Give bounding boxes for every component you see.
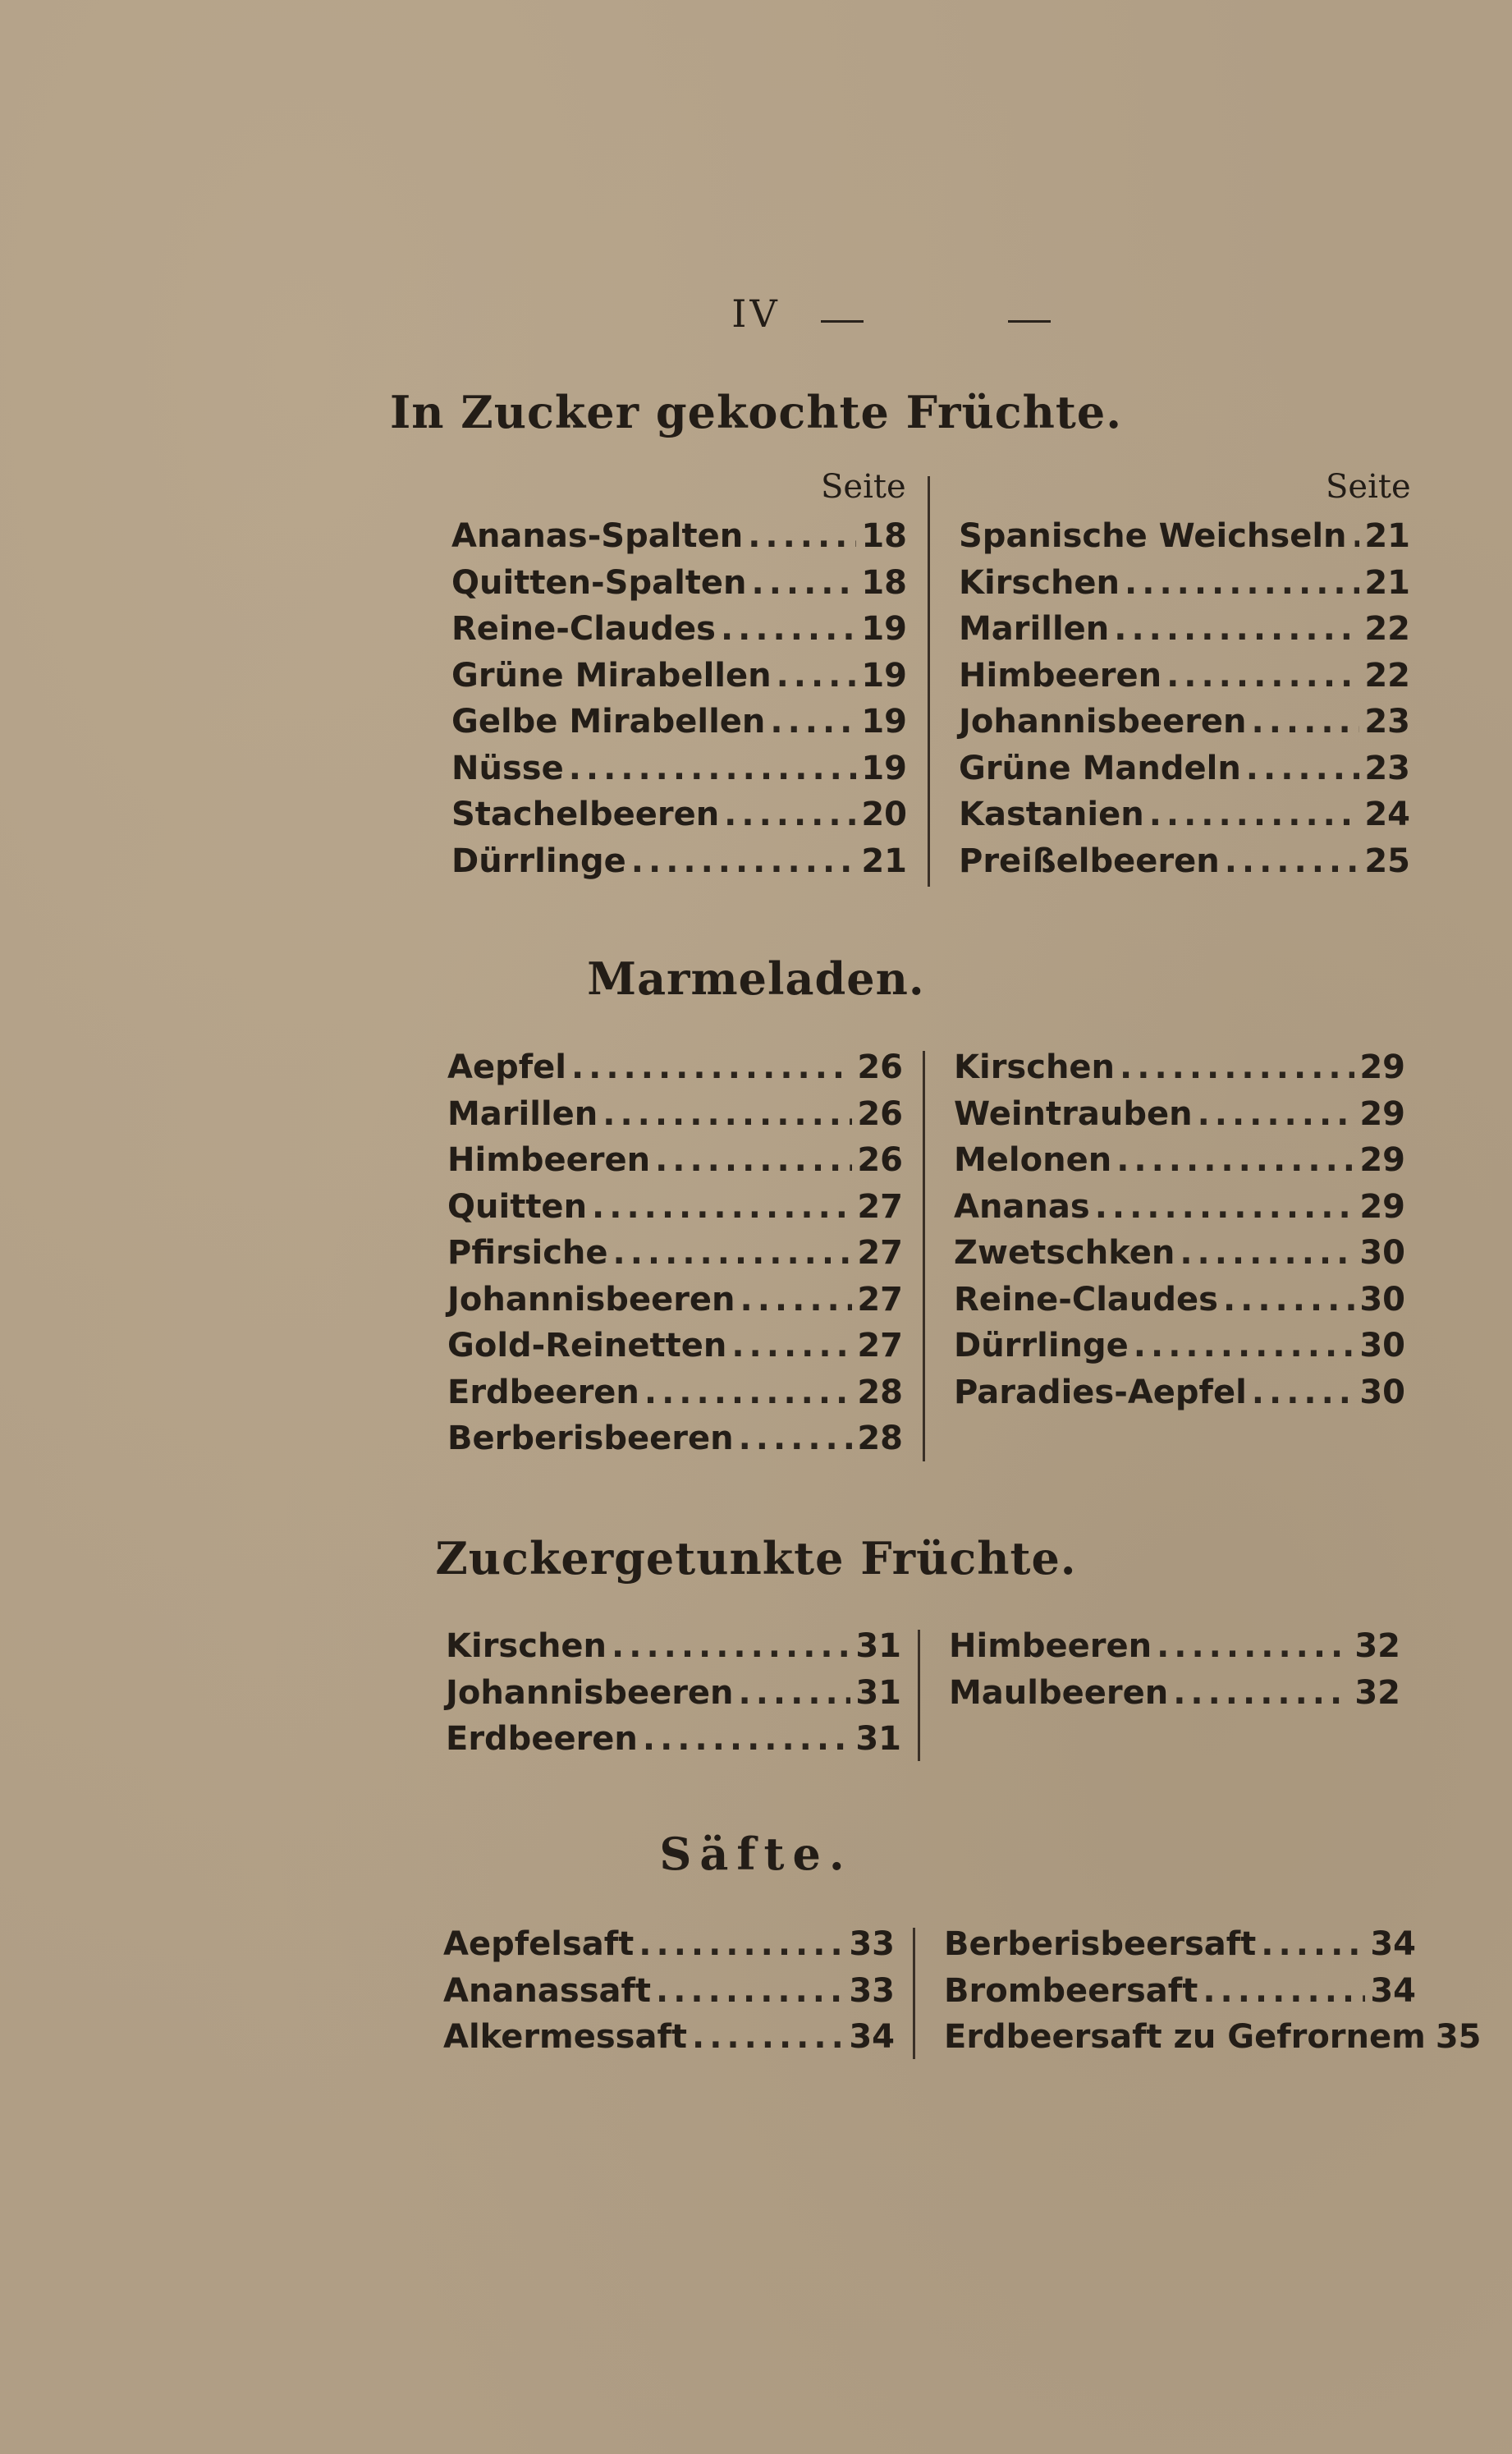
toc-entry <box>959 560 1410 607</box>
entry-name: Grüne Mirabellen <box>451 656 772 695</box>
entry-page: 25 <box>1364 842 1410 880</box>
leader-dots <box>1252 1369 1355 1416</box>
leader-dots <box>739 1670 851 1717</box>
toc-entry <box>959 513 1410 560</box>
toc-entry <box>451 745 907 792</box>
column-divider <box>923 1051 925 1461</box>
entry-page: 20 <box>861 796 907 833</box>
entry-name: Kastanien <box>959 796 1144 833</box>
entry-name: Preißelbeeren <box>959 842 1220 880</box>
entry-page: 32 <box>1354 1627 1400 1665</box>
toc-entry <box>959 791 1410 838</box>
leader-dots <box>1173 1670 1349 1717</box>
leader-dots <box>1134 1323 1355 1369</box>
toc-entry <box>443 1921 895 1968</box>
leader-dots <box>777 653 857 700</box>
entry-page: 31 <box>855 1673 901 1712</box>
leader-dots <box>1149 791 1360 838</box>
entry-page: 22 <box>1364 656 1410 695</box>
leader-dots <box>748 513 856 560</box>
entry-name: Erdbeeren <box>446 1720 638 1758</box>
section-title-zucker-gekochte: In Zucker gekochte Früchte. <box>389 386 1123 438</box>
toc-entry <box>959 606 1410 653</box>
toc-entry <box>451 838 907 885</box>
toc-entry <box>443 1968 895 2015</box>
toc-column-left <box>447 1044 903 1462</box>
leader-dots <box>1114 606 1359 653</box>
column-divider <box>928 476 930 887</box>
entry-page: 22 <box>1364 610 1410 648</box>
toc-entry <box>954 1369 1405 1416</box>
leader-dots <box>644 1369 852 1416</box>
entry-name: Paradies-Aepfel <box>954 1373 1247 1411</box>
entry-name: Erdbeersaft zu Gefrornem <box>944 2018 1426 2056</box>
entry-name: Ananas-Spalten <box>451 517 744 555</box>
toc-entry <box>949 1623 1400 1670</box>
entry-page: 33 <box>849 1971 895 2010</box>
leader-dots <box>721 606 856 653</box>
entry-page: 30 <box>1359 1234 1405 1272</box>
entry-name: Berberisbeersaft <box>944 1925 1257 1963</box>
entry-name: Brombeersaft <box>944 1971 1198 2010</box>
entry-page: 31 <box>855 1627 901 1665</box>
leader-dots <box>603 1091 852 1138</box>
toc-entry <box>451 699 907 745</box>
entry-name: Nüsse <box>451 749 564 787</box>
entry-page: 27 <box>857 1280 903 1319</box>
leader-dots <box>1246 745 1360 792</box>
toc-entry <box>447 1091 903 1138</box>
toc-column-right <box>954 1044 1405 1415</box>
toc-entry <box>944 2014 1482 2061</box>
toc-column-left <box>446 1623 901 1763</box>
toc-entry <box>447 1137 903 1184</box>
entry-page: 29 <box>1359 1187 1405 1226</box>
leader-dots <box>655 1137 852 1184</box>
leader-dots <box>724 791 856 838</box>
toc-entry <box>451 560 907 607</box>
leader-dots <box>739 1415 853 1462</box>
entry-name: Himbeeren <box>959 656 1162 695</box>
leader-dots <box>1198 1091 1355 1138</box>
entry-name: Kirschen <box>959 563 1120 602</box>
entry-page: 19 <box>861 703 907 741</box>
leader-dots <box>1223 1277 1354 1323</box>
entry-name: Reine-Claudes <box>451 610 716 648</box>
entry-name: Gold-Reinetten <box>447 1327 727 1365</box>
leader-dots <box>740 1277 853 1323</box>
toc-entry <box>446 1670 901 1717</box>
entry-page: 23 <box>1364 703 1410 741</box>
leader-dots <box>613 1230 853 1277</box>
entry-name: Quitten <box>447 1187 588 1226</box>
entry-name: Ananas <box>954 1187 1090 1226</box>
toc-column-left <box>443 1921 895 2061</box>
entry-name: Weintrauben <box>954 1094 1193 1133</box>
entry-page: 27 <box>857 1187 903 1226</box>
toc-column-left <box>451 513 907 884</box>
toc-entry <box>451 513 907 560</box>
leader-dots <box>631 838 857 885</box>
leader-dots <box>1261 1921 1365 1968</box>
toc-entry <box>447 1415 903 1462</box>
section-title-marmeladen: Marmeladen. <box>587 952 925 1005</box>
entry-name: Dürrlinge <box>954 1327 1129 1365</box>
entry-name: Dürrlinge <box>451 842 626 880</box>
entry-page: 18 <box>861 563 907 602</box>
entry-page: 29 <box>1359 1141 1405 1179</box>
entry-page: 34 <box>1370 1925 1416 1963</box>
leader-dots <box>592 1184 852 1231</box>
toc-entry <box>447 1230 903 1277</box>
entry-name: Grüne Mandeln <box>959 749 1241 787</box>
toc-entry <box>447 1044 903 1091</box>
leader-dots <box>639 1921 844 1968</box>
leader-dots <box>1225 838 1360 885</box>
seite-label-right: Seite <box>1326 468 1411 506</box>
entry-name: Marillen <box>447 1094 598 1133</box>
entry-name: Johannisbeeren <box>446 1673 734 1712</box>
entry-name: Johannisbeeren <box>447 1280 735 1319</box>
toc-entry <box>954 1091 1405 1138</box>
entry-page: 27 <box>857 1234 903 1272</box>
leader-dots <box>1120 1044 1354 1091</box>
entry-name: Himbeeren <box>447 1141 651 1179</box>
section-title-saefte: Säfte. <box>659 1828 853 1880</box>
seite-label-left: Seite <box>821 468 906 506</box>
toc-entry <box>447 1323 903 1369</box>
toc-entry <box>451 606 907 653</box>
leader-dots <box>752 560 857 607</box>
entry-name: Kirschen <box>954 1048 1116 1086</box>
toc-entry <box>959 745 1410 792</box>
leader-dots <box>643 1716 850 1763</box>
leader-dots <box>692 2014 844 2061</box>
toc-entry <box>447 1184 903 1231</box>
toc-entry <box>446 1623 901 1670</box>
entry-page: 30 <box>1359 1373 1405 1411</box>
toc-entry <box>447 1277 903 1323</box>
page-number: IV <box>731 291 781 336</box>
toc-entry <box>451 653 907 700</box>
entry-name: Maulbeeren <box>949 1673 1169 1712</box>
entry-page: 30 <box>1359 1327 1405 1365</box>
leader-dots <box>770 699 856 745</box>
page-number-dash-right <box>1008 320 1051 323</box>
toc-entry <box>959 653 1410 700</box>
toc-entry <box>954 1044 1405 1091</box>
entry-page: 19 <box>861 610 907 648</box>
entry-page: 35 <box>1435 2018 1482 2056</box>
toc-entry <box>944 1921 1416 1968</box>
entry-page: 32 <box>1354 1673 1400 1712</box>
leader-dots <box>1095 1184 1355 1231</box>
leader-dots <box>1157 1623 1349 1670</box>
entry-name: Ananassaft <box>443 1971 652 2010</box>
leader-dots <box>571 1044 852 1091</box>
entry-page: 34 <box>849 2018 895 2056</box>
entry-page: 34 <box>1370 1971 1416 2010</box>
entry-page: 23 <box>1364 749 1410 787</box>
leader-dots <box>1125 560 1359 607</box>
entry-name: Aepfel <box>447 1048 566 1086</box>
toc-entry <box>954 1230 1405 1277</box>
entry-page: 29 <box>1359 1094 1405 1133</box>
entry-page: 21 <box>861 842 907 880</box>
entry-name: Pfirsiche <box>447 1234 608 1272</box>
toc-column-right <box>944 1921 1482 2061</box>
entry-page: 19 <box>861 656 907 695</box>
entry-name: Reine-Claudes <box>954 1280 1218 1319</box>
leader-dots <box>1116 1137 1354 1184</box>
leader-dots <box>1166 653 1359 700</box>
leader-dots <box>1252 699 1360 745</box>
entry-name: Stachelbeeren <box>451 796 720 833</box>
toc-column-right <box>959 513 1410 884</box>
entry-page: 28 <box>857 1373 903 1411</box>
entry-page: 30 <box>1359 1280 1405 1319</box>
toc-entry <box>959 699 1410 745</box>
entry-page: 26 <box>857 1094 903 1133</box>
entry-page: 19 <box>861 749 907 787</box>
entry-page: 28 <box>857 1420 903 1457</box>
entry-page: 21 <box>1364 517 1410 555</box>
entry-name: Spanische Weichseln <box>959 517 1347 555</box>
entry-page: 18 <box>861 517 907 555</box>
leader-dots <box>731 1323 852 1369</box>
toc-entry <box>954 1323 1405 1369</box>
column-divider <box>913 1928 915 2059</box>
entry-page: 29 <box>1359 1048 1405 1086</box>
entry-name: Melonen <box>954 1141 1112 1179</box>
entry-name: Erdbeeren <box>447 1373 639 1411</box>
entry-page: 21 <box>1364 563 1410 602</box>
entry-name: Marillen <box>959 610 1110 648</box>
leader-dots <box>1180 1230 1354 1277</box>
leader-dots <box>656 1968 844 2015</box>
toc-column-right <box>949 1623 1400 1716</box>
entry-name: Himbeeren <box>949 1627 1152 1665</box>
entry-name: Kirschen <box>446 1627 607 1665</box>
column-divider <box>918 1630 920 1761</box>
entry-page: 24 <box>1364 796 1410 833</box>
entry-name: Quitten-Spalten <box>451 563 747 602</box>
toc-entry <box>954 1137 1405 1184</box>
section-title-zuckergetunkte: Zuckergetunkte Früchte. <box>435 1532 1077 1585</box>
entry-name: Alkermessaft <box>443 2018 687 2056</box>
toc-entry <box>959 838 1410 885</box>
toc-entry <box>954 1277 1405 1323</box>
toc-entry <box>949 1670 1400 1717</box>
entry-name: Zwetschken <box>954 1234 1175 1272</box>
toc-entry <box>451 791 907 838</box>
entry-name: Johannisbeeren <box>959 703 1247 741</box>
entry-name: Aepfelsaft <box>443 1925 635 1963</box>
entry-page: 27 <box>857 1327 903 1365</box>
toc-entry <box>446 1716 901 1763</box>
entry-page: 26 <box>857 1048 903 1086</box>
entry-name: Berberisbeeren <box>447 1420 734 1457</box>
toc-entry <box>954 1184 1405 1231</box>
entry-name: Gelbe Mirabellen <box>451 703 766 741</box>
leader-dots <box>1203 1968 1365 2015</box>
toc-entry <box>944 1968 1416 2015</box>
leader-dots <box>569 745 857 792</box>
entry-page: 31 <box>855 1720 901 1758</box>
leader-dots <box>1352 513 1360 560</box>
entry-page: 33 <box>849 1925 895 1963</box>
toc-entry <box>443 2014 895 2061</box>
toc-entry <box>447 1369 903 1416</box>
entry-page: 26 <box>857 1141 903 1179</box>
leader-dots <box>612 1623 850 1670</box>
